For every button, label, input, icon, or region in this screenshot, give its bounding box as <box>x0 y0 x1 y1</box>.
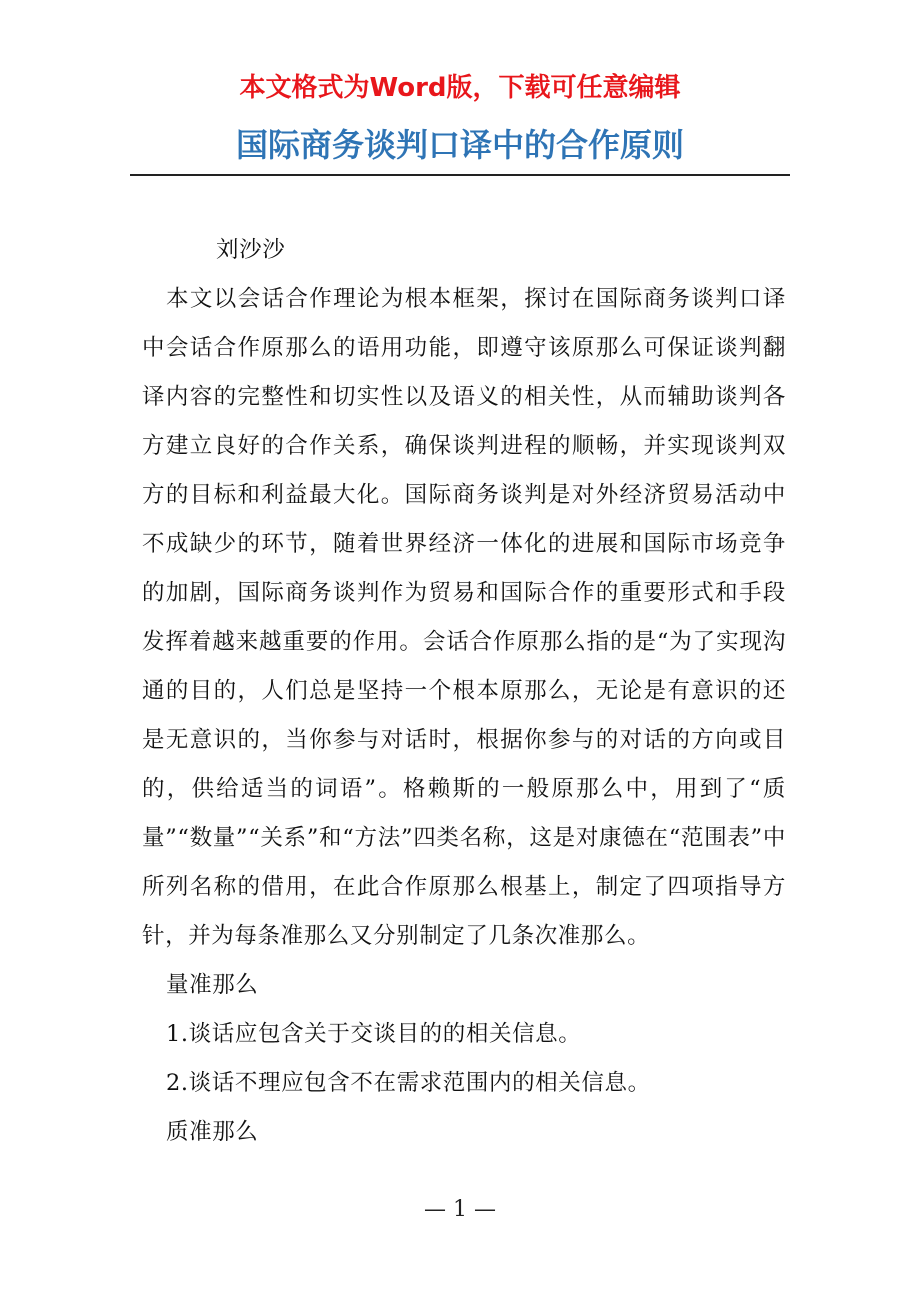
document-body <box>142 226 786 1157</box>
section-heading-quantity: 量准那么 <box>166 972 259 998</box>
body-paragraph: 本文以会话合作理论为根本框架，探讨在国际商务谈判口译中会话合作原那么的语用功能，即遵守该原那么可保证谈判翻译内容的完整性和切实性以及语义的相关性，从而辅助谈判各方建立良好的合作关系，确保谈判进程的顺畅，并实现谈判双方的目标和利益最大化。国际商务谈判是对外经济贸易活动中不成缺少的环节，随着世界经济一体化的进展和国际市场竞争的加剧，国际商务谈判作为贸易和国际合作的重要形式和手段发挥着越来越重要的作用。会话合作原那么指的是“为了实现沟通的目的，人们总是坚持一个根本原那么，无论是有意识的还是无意识的，当你参与对话时，根据你参与的对话的方向或目的，供给适当的词语”。格赖斯的一般原那么中，用到了“质量”“数量”“关系”和“方法”四类名称，这是对康德在“范围表”中所列名称的借用，在此合作原那么根基上，制定了四项指导方针，并为每条准那么又分别制定了几条次准那么。 <box>142 286 786 949</box>
document-title: 国际商务谈判口译中的合作原则 <box>235 126 684 164</box>
title-divider <box>130 174 790 176</box>
list-item: 1.谈话应包含关于交谈目的的相关信息。 <box>166 1021 582 1047</box>
author-name: 刘沙沙 <box>216 237 286 263</box>
section-heading-quality: 质准那么 <box>166 1119 259 1145</box>
format-banner: 本文格式为Word版，下载可任意编辑 <box>239 73 681 103</box>
page-number: — 1 — <box>424 1197 496 1222</box>
list-item: 2.谈话不理应包含不在需求范围内的相关信息。 <box>166 1070 651 1096</box>
